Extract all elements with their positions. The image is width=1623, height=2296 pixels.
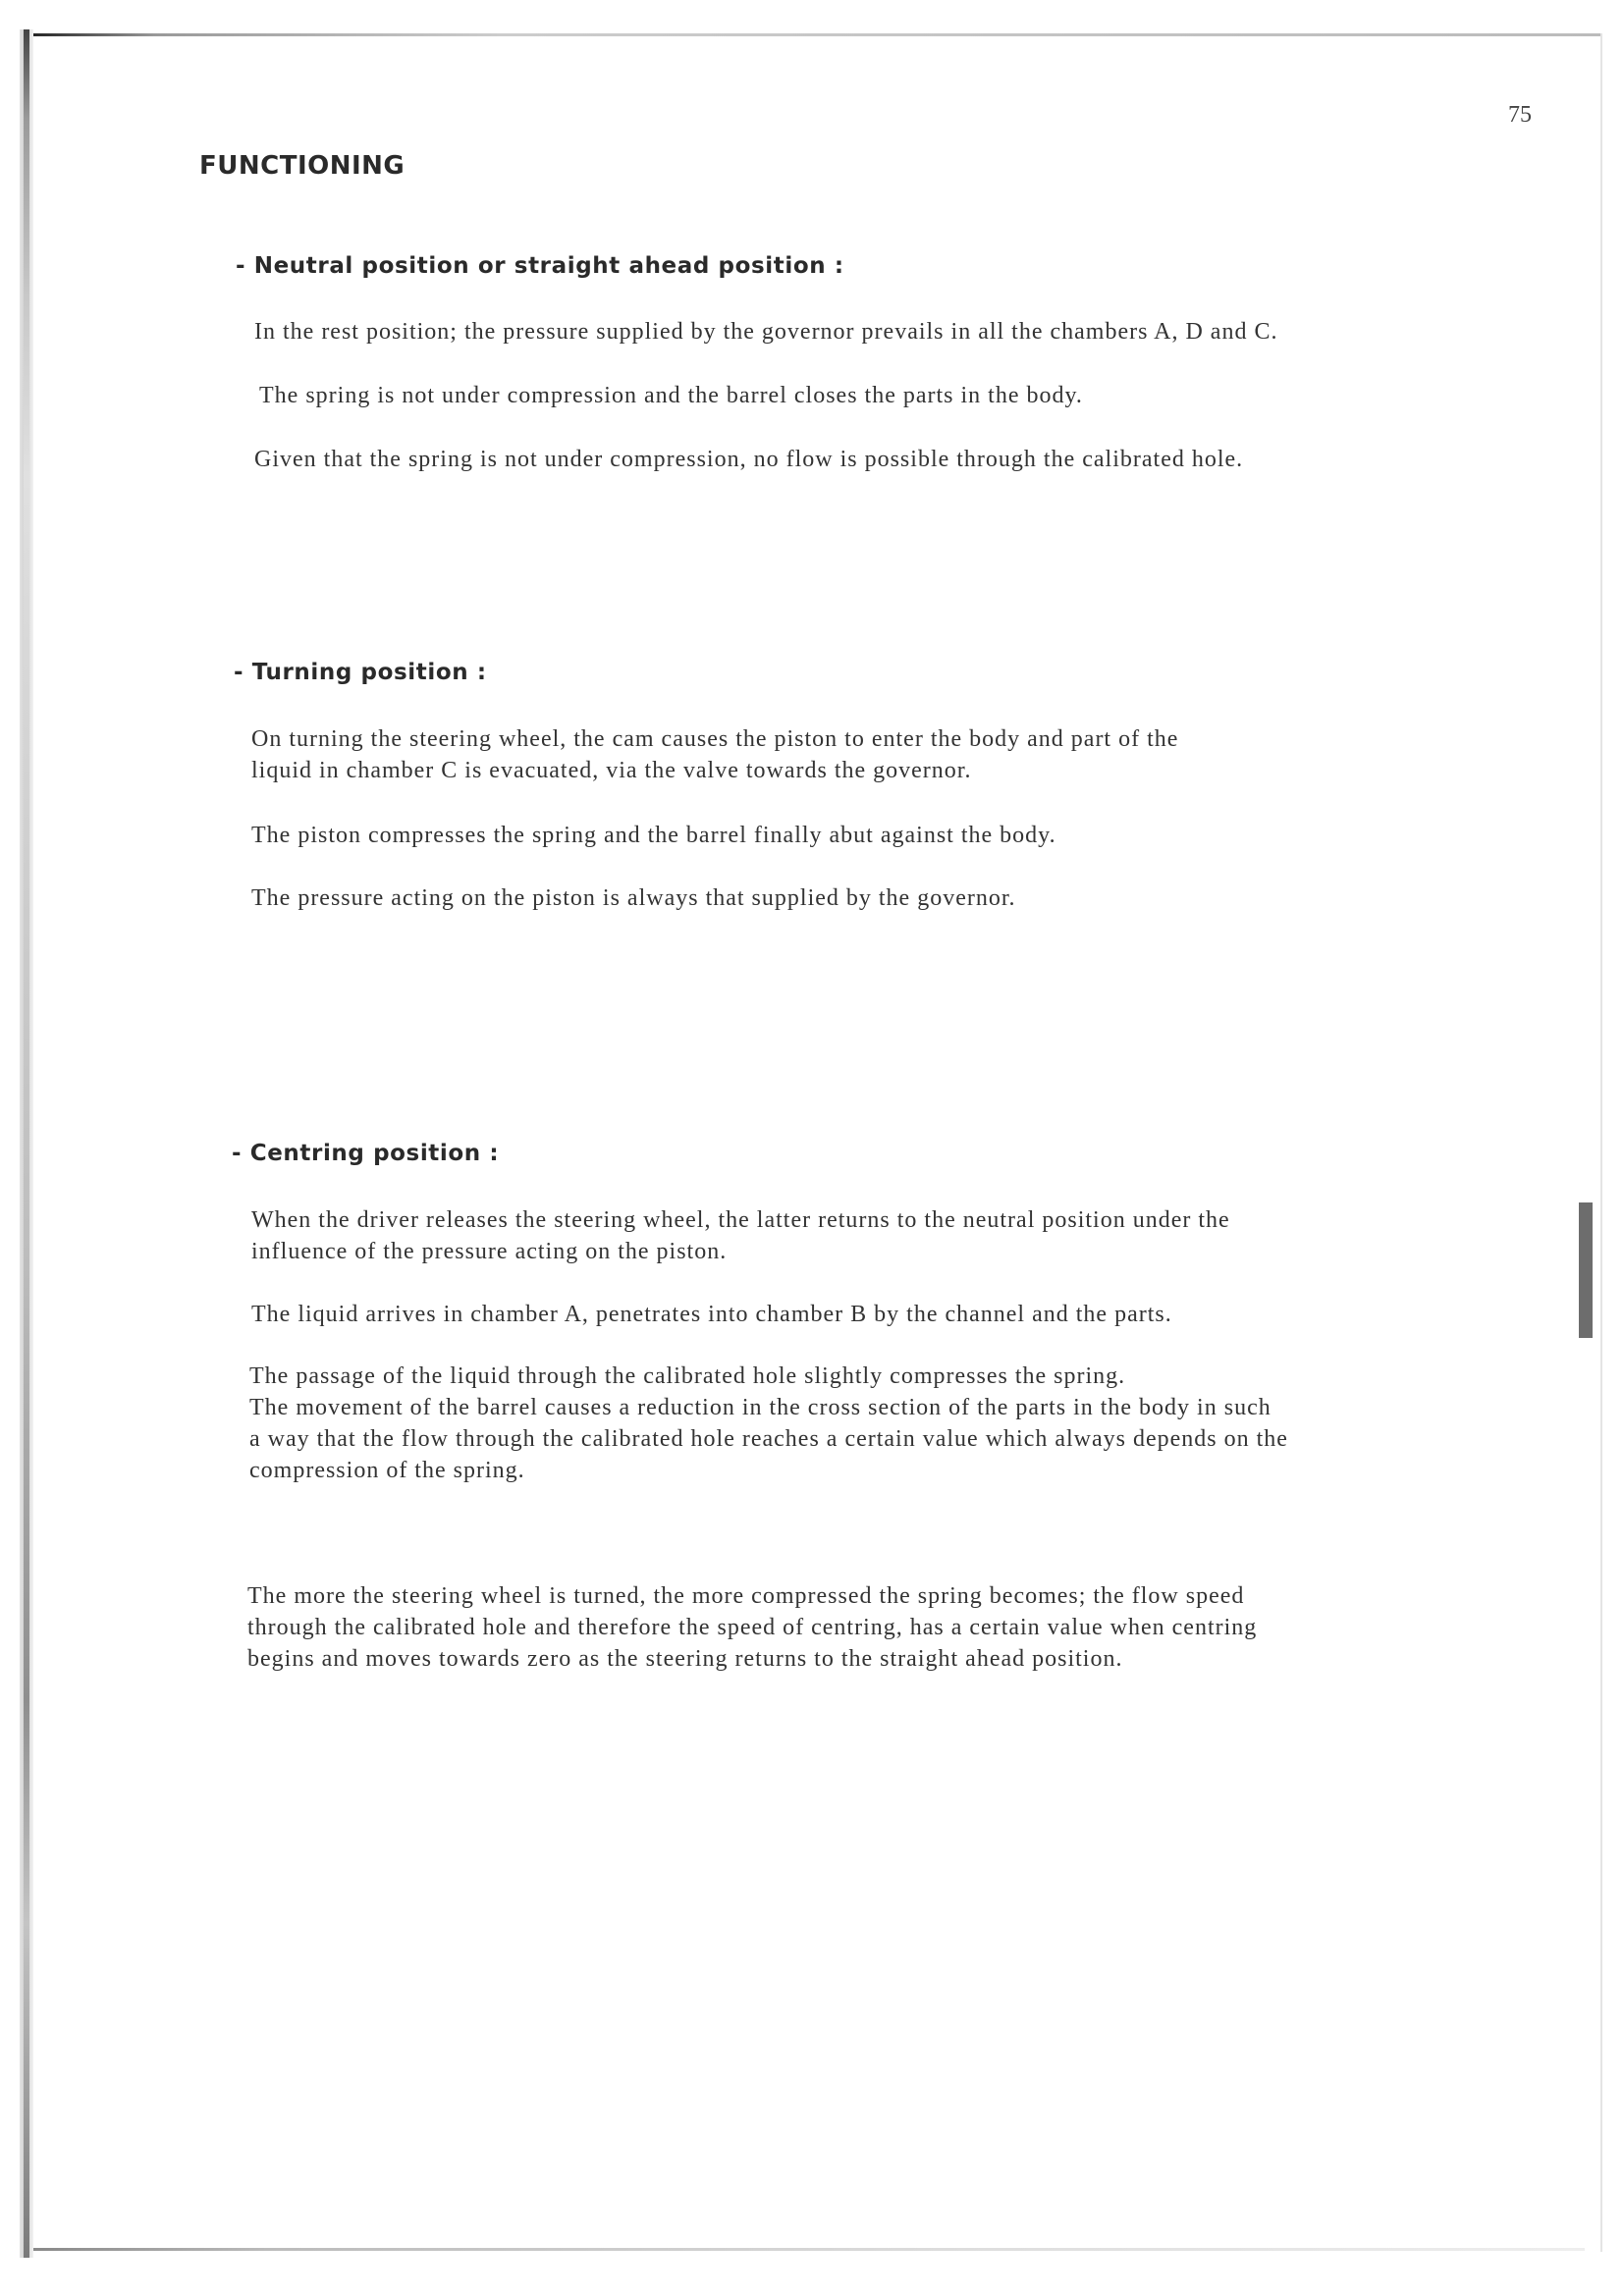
section-heading-neutral: - Neutral position or straight ahead position : — [236, 253, 844, 279]
text-line: compression of the spring. — [249, 1458, 525, 1483]
text-line: The liquid arrives in chamber A, penetrates into chamber B by the channel and the parts. — [251, 1302, 1172, 1327]
paragraph — [251, 1204, 1230, 1267]
text-line: Given that the spring is not under compression, no flow is possible through the calibrated hole. — [254, 447, 1244, 472]
section-thumb-tab — [1579, 1202, 1593, 1338]
section-heading-centring: - Centring position : — [232, 1141, 500, 1166]
text-line: In the rest position; the pressure supplied by the governor prevails in all the chambers A, D and C. — [254, 319, 1278, 345]
paragraph — [249, 1361, 1288, 1486]
text-line: The piston compresses the spring and the barrel finally abut against the body. — [251, 823, 1056, 848]
page-title: FUNCTIONING — [199, 151, 406, 181]
text-line: The spring is not under compression and the barrel closes the parts in the body. — [259, 383, 1083, 408]
text-line: influence of the pressure acting on the piston. — [251, 1239, 728, 1264]
text-line: a way that the flow through the calibrated hole reaches a certain value which always depends on the — [249, 1426, 1288, 1452]
text-line: When the driver releases the steering wheel, the latter returns to the neutral position under the — [251, 1207, 1230, 1233]
paragraph — [251, 723, 1178, 786]
paragraph — [254, 316, 1277, 347]
page-number: 75 — [1508, 102, 1532, 128]
text-line: The movement of the barrel causes a reduction in the cross section of the parts in the body in such — [249, 1395, 1271, 1420]
text-line: The passage of the liquid through the calibrated hole slightly compresses the spring. — [249, 1363, 1126, 1389]
text-line: The more the steering wheel is turned, the more compressed the spring becomes; the flow speed — [247, 1583, 1245, 1609]
text-line: The pressure acting on the piston is always that supplied by the governor. — [251, 885, 1016, 911]
scan-edge-top — [29, 33, 1600, 36]
text-line: begins and moves towards zero as the steering returns to the straight ahead position. — [247, 1646, 1123, 1672]
text-line: liquid in chamber C is evacuated, via the valve towards the governor. — [251, 758, 972, 783]
paragraph — [251, 820, 1056, 851]
paragraph — [254, 444, 1243, 475]
scan-edge-bottom — [33, 2248, 1585, 2251]
paragraph — [251, 882, 1016, 914]
scan-binding-shadow — [24, 29, 29, 2258]
text-line: On turning the steering wheel, the cam causes the piston to enter the body and part of the — [251, 726, 1179, 752]
text-line: through the calibrated hole and therefore the speed of centring, has a certain value when centring — [247, 1615, 1258, 1640]
paragraph — [247, 1580, 1257, 1675]
paragraph — [251, 1299, 1172, 1330]
scan-edge-right — [1600, 33, 1602, 2252]
section-heading-turning: - Turning position : — [234, 660, 487, 685]
paragraph — [259, 380, 1083, 411]
